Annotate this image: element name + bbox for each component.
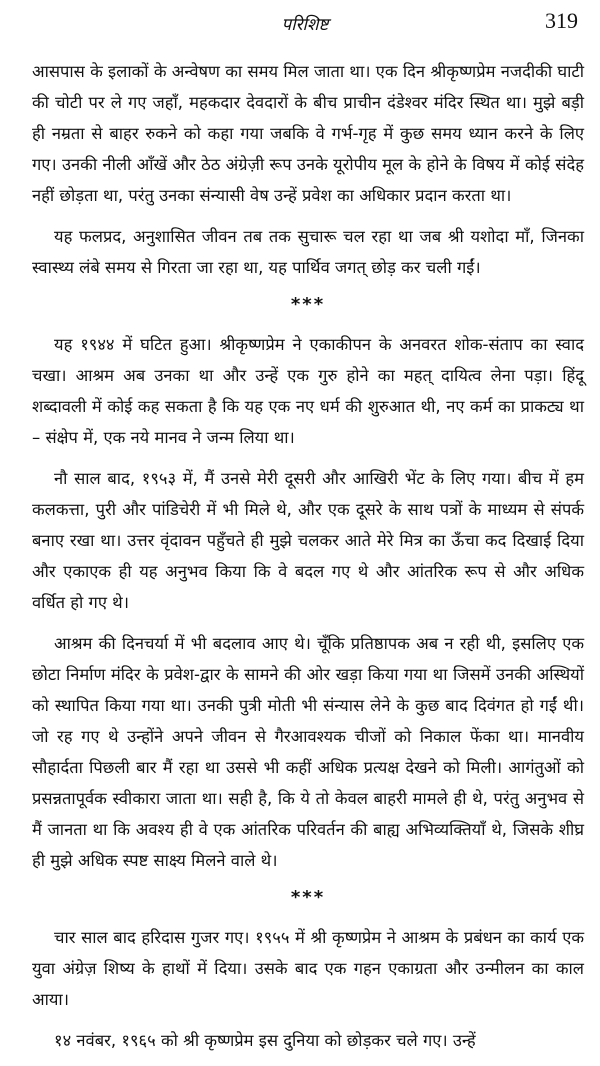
page-number: 319 (545, 8, 578, 33)
page-header (32, 8, 578, 40)
section-separator: *** (290, 887, 326, 908)
paragraph-4: नौ साल बाद, १९५३ में, मैं उनसे मेरी दूसरी और आखिरी भेंट के लिए गया। बीच में हम कलकत्ता, पुरी और पांडिचेरी में भी मिले थे, और एक दूसरे के साथ पत्रों के माध्यम से संपर्क बनाए रखा था। उत्तर वृंदावन पहुँचते ही मुझे चलकर आते मेरे मित्र का ऊँचा कद दिखाई दिया और एकाएक ही यह अनुभव किया कि वे बदल गए थे और आंतरिक रूप से और अधिक वर्धित हो गए थे। (32, 469, 584, 612)
paragraph-2: यह फलप्रद, अनुशासित जीवन तब तक सुचारू चल रहा था जब श्री यशोदा माँ, जिनका स्वास्थ्य लंबे समय से गिरता जा रहा था, यह पार्थिव जगत् छोड़ कर चली गईं। (32, 227, 584, 277)
body-text (32, 56, 584, 1066)
paragraph-7: १४ नवंबर, १९६५ को श्री कृष्णप्रेम इस दुनिया को छोड़कर चले गए। उन्हें (54, 1031, 476, 1050)
paragraph-1: आसपास के इलाकों के अन्वेषण का समय मिल जाता था। एक दिन श्रीकृष्णप्रेम नजदीकी घाटी की चोटी पर ले गए जहाँ, महकदार देवदारों के बीच प्राचीन दंडेश्वर मंदिर स्थित था। मुझे बड़ी ही नम्रता से बाहर रुकने को कहा गया जबकि वे गर्भ-गृह में कुछ समय ध्यान करने के लिए गए। उनकी नीली आँखें और ठेठ अंग्रेज़ी रूप उनके यूरोपीय मूल के होने के विषय में कोई संदेह नहीं छोड़ता था, परंतु उनका संन्यासी वेष उन्हें प्रवेश का अधिकार प्रदान करता था। (32, 62, 585, 205)
running-title: परिशिष्ट (281, 15, 329, 35)
paragraph-6: चार साल बाद हरिदास गुजर गए। १९५५ में श्री कृष्णप्रेम ने आश्रम के प्रबंधन का कार्य एक युवा अंग्रेज़ शिष्य के हाथों में दिया। उसके बाद एक गहन एकाग्रता और उन्मीलन का काल आया। (32, 928, 584, 1009)
section-separator: *** (290, 294, 326, 315)
paragraph-3: यह १९४४ में घटित हुआ। श्रीकृष्णप्रेम ने एकाकीपन के अनवरत शोक-संताप का स्वाद चखा। आश्रम अब उनका था और उन्हें एक गुरु होने का महत् दायित्व लेना पड़ा। हिंदू शब्दावली में कोई कह सकता है कि यह एक नए धर्म की शुरुआत थी, नए कर्म का प्राकट्य था – संक्षेप में, एक नये मानव ने जन्म लिया था। (32, 335, 584, 447)
paragraph-5: आश्रम की दिनचर्या में भी बदलाव आए थे। चूँकि प्रतिष्ठापक अब न रही थी, इसलिए एक छोटा निर्माण मंदिर के प्रवेश-द्वार के सामने की ओर खड़ा किया गया था जिसमें उनकी अस्थियों को स्थापित किया गया था। उनकी पुत्री मोती भी संन्यास लेने के कुछ बाद दिवंगत हो गईं थी। जो रह गए थे उन्होंने अपने जीवन से गैरआवश्यक चीजों को निकाल फेंका था। मानवीय सौहार्दता पिछली बार मैं रहा था उससे भी कहीं अधिक प्रत्यक्ष देखने को मिली। आगंतुओं को प्रसन्नतापूर्वक स्वीकारा जाता था। सही है, कि ये तो केवल बाहरी मामले ही थे, परंतु अनुभव से मैं जानता था कि अवश्य ही वे एक आंतरिक परिवर्तन की बाह्य अभिव्यक्तियाँ थे, जिसके शीघ्र ही मुझे अधिक स्पष्ट साक्ष्य मिलने वाले थे। (32, 634, 584, 870)
